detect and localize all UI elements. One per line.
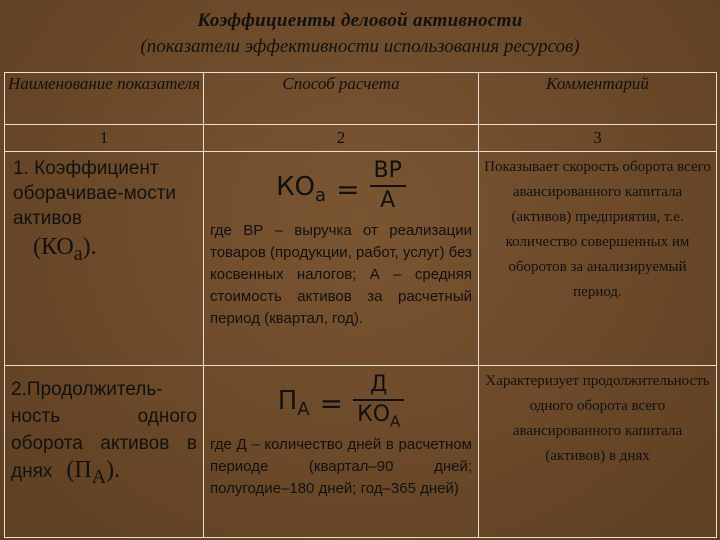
column-number-2: 2 [204, 125, 479, 152]
title-line-1: Коэффициенты деловой активности [197, 10, 523, 31]
indicator-name-cell [5, 152, 204, 366]
indicator-name-cell [5, 366, 204, 538]
table-row [5, 152, 717, 366]
slide-title [0, 8, 720, 60]
formula-fraction [370, 157, 406, 221]
table-number-row [5, 125, 717, 152]
indicator-name: 1. Коэффициент оборачивае-мости активов [13, 158, 177, 229]
formula-numerator: ВР [373, 157, 402, 183]
formula: $КО_а$ = $\frac{ВР}{А}$ [204, 158, 478, 220]
formula-fraction [353, 371, 404, 435]
comment-cell: Характеризует продолжительность одного оборота всего авансированного капитала (активов) в днях [479, 366, 717, 538]
header-method: Способ расчета [204, 73, 479, 125]
method-cell [204, 366, 479, 538]
header-name: Наименование показателя [5, 73, 204, 125]
method-cell [204, 152, 479, 366]
indicator-symbol: $(П_А)$. [66, 457, 121, 488]
formula-denominator: А [380, 187, 396, 213]
indicator-symbol: $(КО_а)$. [33, 234, 97, 265]
formula: $П_А$ = $\frac{Д}{КО_А}$ [204, 372, 478, 434]
column-number-1: 1 [5, 125, 204, 152]
formula-description: где Д – количество дней в расчетном периоде (квартал–90 дней; полугодие–180 дней; год–365 дней) [210, 436, 472, 497]
table-row [5, 366, 717, 538]
indicators-table [4, 72, 717, 538]
indicator-name: 2.Продолжитель-ность одного оборота активов в днях $(П_А)$. [11, 379, 197, 488]
formula-denominator: $КО_А$ [357, 401, 401, 431]
comment-cell: Показывает скорость оборота всего авансированного капитала (активов) предприятия, т.е. количество совершенных им оборотов за анализируемый период. [479, 152, 717, 366]
table-header-row [5, 73, 717, 125]
column-number-3: 3 [479, 125, 717, 152]
header-comment: Комментарий [479, 73, 717, 125]
title-line-2: (показатели эффективности использования ресурсов) [140, 36, 580, 57]
formula-description: где ВР – выручка от реализации товаров (продукции, работ, услуг) без косвенных налогов; А – средняя стоимость активов за расчетный период (квартал, год). [210, 222, 472, 327]
formula-numerator: Д [370, 371, 388, 397]
